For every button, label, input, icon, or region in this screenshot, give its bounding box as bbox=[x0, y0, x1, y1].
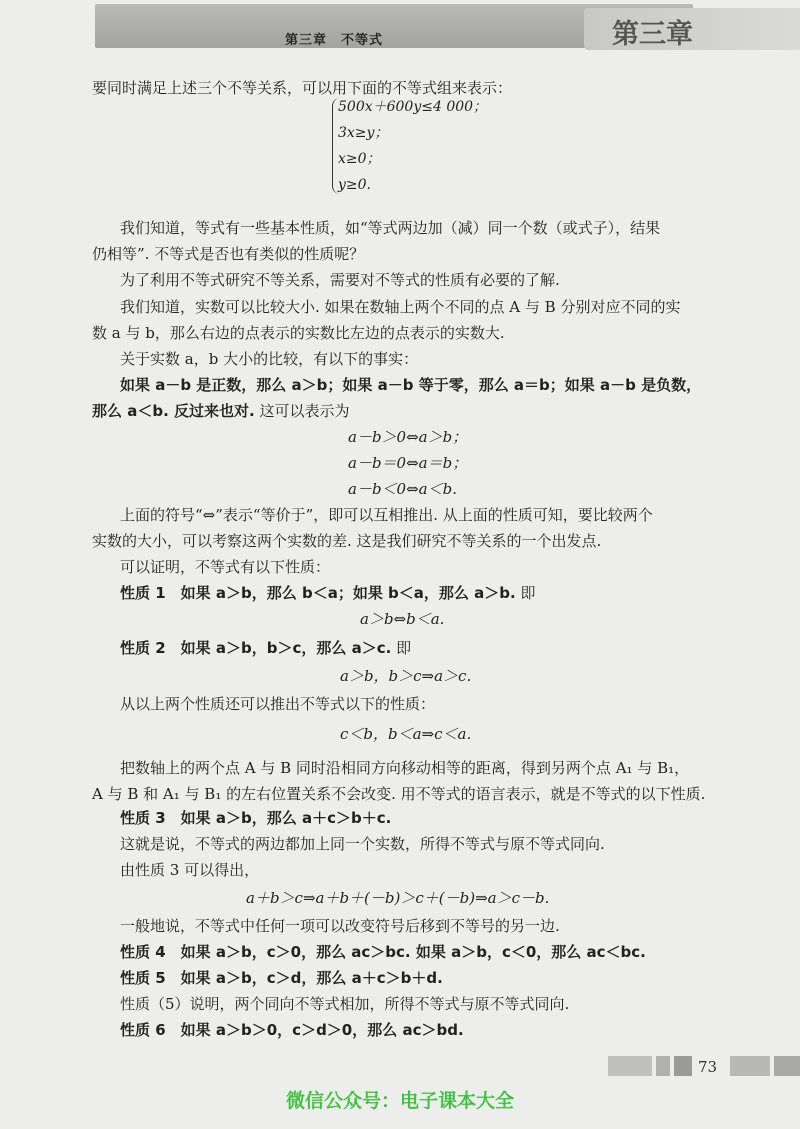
paragraph-11: 一般地说，不等式中任何一项可以改变符号后移到不等号的另一边. bbox=[120, 917, 560, 935]
paragraph-9: 这就是说，不等式的两边都加上同一个实数，所得不等式与原不等式同向. bbox=[120, 835, 605, 853]
paragraph-8-line-2: A 与 B 和 A₁ 与 B₁ 的左右位置关系不会改变. 用不等式的语言表示，就是不等式的以下性质. bbox=[92, 785, 706, 803]
page-number: 73 bbox=[698, 1058, 718, 1076]
system-line-3: x≥0； bbox=[338, 151, 381, 167]
property-1-text: 性质 1 如果 a＞b，那么 b＜a；如果 b＜a，那么 a＞b. bbox=[120, 584, 516, 602]
chapter-subtitle: 第三章 不等式 bbox=[285, 33, 384, 48]
bold-statement-line-2 bbox=[92, 401, 732, 421]
paragraph-5-line-2: 实数的大小，可以考察这两个实数的差. 这是我们研究不等关系的一个出发点. bbox=[92, 532, 602, 550]
paragraph-6: 可以证明，不等式有以下性质： bbox=[120, 558, 331, 576]
paragraph-2: 为了利用不等式研究不等关系，需要对不等式的性质有必要的了解. bbox=[120, 271, 560, 289]
paragraph-5-line-1: 上面的符号“⇔”表示“等价于”，即可以互相推出. 从上面的性质可知，要比较两个 bbox=[120, 506, 653, 524]
paragraph-1-line-1: 我们知道，等式有一些基本性质，如“等式两边加（减）同一个数（或式子），结果 bbox=[120, 219, 661, 237]
chapter-tab-title: 第三章 bbox=[612, 19, 693, 50]
paragraph-7-equation: c＜b，b＜a⇒c＜a. bbox=[340, 725, 472, 743]
bold-statement-continuation: 这可以表示为 bbox=[254, 402, 350, 420]
inequality-system bbox=[332, 98, 562, 198]
property-2-tail: 即 bbox=[391, 639, 412, 657]
equivalence-1: a－b＞0⇔a＞b； bbox=[348, 428, 468, 446]
intro-line: 要同时满足上述三个不等关系，可以用下面的不等式组来表示： bbox=[92, 79, 513, 97]
paragraph-4: 关于实数 a，b 大小的比较，有以下的事实： bbox=[120, 350, 419, 368]
property-6: 性质 6 如果 a＞b＞0，c＞d＞0，那么 ac＞bd. bbox=[120, 1021, 464, 1039]
property-5: 性质 5 如果 a＞b，c＞d，那么 a＋c＞b＋d. bbox=[120, 969, 443, 987]
paragraph-7: 从以上两个性质还可以推出不等式以下的性质： bbox=[120, 695, 436, 713]
property-2-equation: a＞b，b＞c⇒a＞c. bbox=[340, 667, 472, 685]
paragraph-3-line-1: 我们知道，实数可以比较大小. 如果在数轴上两个不同的点 A 与 B 分别对应不同的实 bbox=[120, 298, 681, 316]
watermark: 微信公众号：电子课本大全 bbox=[285, 1090, 514, 1112]
paragraph-10: 由性质 3 可以得出， bbox=[120, 861, 260, 879]
system-line-2: 3x≥y； bbox=[338, 125, 389, 141]
property-3: 性质 3 如果 a＞b，那么 a＋c＞b＋c. bbox=[120, 809, 392, 827]
equivalence-3: a－b＜0⇔a＜b. bbox=[348, 480, 457, 498]
bold-statement-tail: 那么 a＜b. 反过来也对. bbox=[92, 402, 255, 420]
system-line-1: 500x＋600y≤4 000； bbox=[338, 99, 488, 115]
system-line-4: y≥0. bbox=[338, 177, 371, 193]
property-2 bbox=[120, 638, 760, 658]
paragraph-3-line-2: 数 a 与 b，那么右边的点表示的实数比左边的点表示的实数大. bbox=[92, 324, 505, 342]
property-1-tail: 即 bbox=[515, 584, 536, 602]
equivalence-2: a－b＝0⇔a＝b； bbox=[348, 454, 468, 472]
paragraph-8-line-1: 把数轴上的两个点 A 与 B 同时沿相同方向移动相等的距离，得到另两个点 A₁ 与 B₁， bbox=[120, 759, 690, 777]
property-1-equation: a＞b⇔b＜a. bbox=[360, 610, 445, 628]
paragraph-12: 性质（5）说明，两个同向不等式相加，所得不等式与原不等式同向. bbox=[120, 995, 570, 1013]
paragraph-10-equation: a＋b＞c⇒a＋b＋(－b)＞c＋(－b)⇒a＞c－b. bbox=[246, 889, 550, 907]
property-2-text: 性质 2 如果 a＞b，b＞c，那么 a＞c. bbox=[120, 639, 392, 657]
page-bar-right bbox=[730, 1056, 800, 1076]
property-1 bbox=[120, 583, 760, 603]
property-4: 性质 4 如果 a＞b，c＞0，那么 ac＞bc. 如果 a＞b，c＜0，那么 ac＜bc. bbox=[120, 943, 646, 961]
bold-statement-line-1: 如果 a－b 是正数，那么 a＞b；如果 a－b 等于零，那么 a＝b；如果 a－b 是负数， bbox=[120, 376, 702, 394]
paragraph-1-line-2: 仍相等”. 不等式是否也有类似的性质呢？ bbox=[92, 245, 365, 263]
page-bar-left bbox=[608, 1056, 692, 1076]
